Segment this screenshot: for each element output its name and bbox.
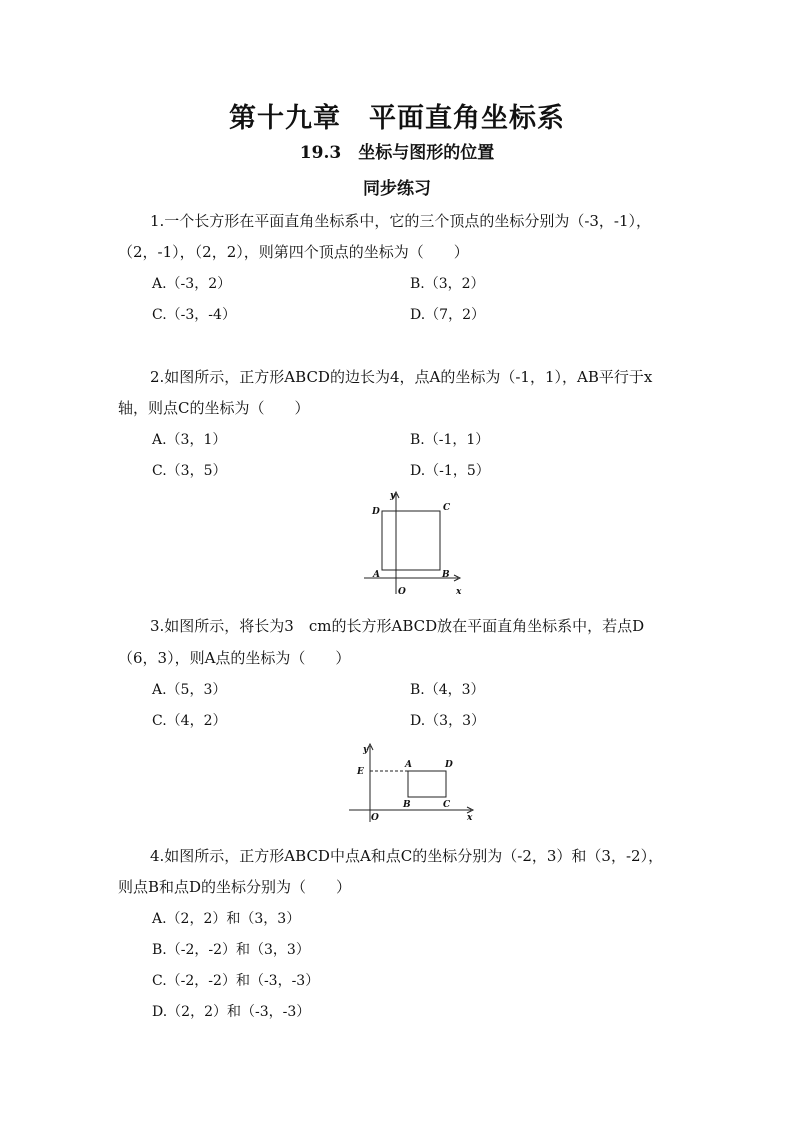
q1-option-d: D.（7，2） [410,307,485,323]
q3-rectangle [408,771,446,797]
q2-label-b: B [442,570,450,580]
q2-label-o: O [398,587,406,597]
q3-option-d: D.（3，3） [410,713,485,729]
q2-figure [360,488,470,600]
q2-option-a: A.（3，1） [152,432,227,448]
q2-label-c: C [443,503,451,513]
q3-label-b: B [403,800,411,810]
q3-label-d: D [445,760,453,770]
practice-title: 同步练习 [363,179,431,199]
q2-label-x: x [456,587,462,597]
q2-option-b: B.（-1，1） [410,432,490,448]
q1-option-a: A.（-3，2） [152,276,232,292]
q3-label-a: A [405,760,412,770]
q3-line2: （6，3），则A点的坐标为（ ） [118,649,351,667]
q2-option-d: D.（-1，5） [410,463,490,479]
q3-label-y: y [363,745,369,755]
q3-option-a: A.（5，3） [152,682,227,698]
q1-line1: 1.一个长方形在平面直角坐标系中，它的三个顶点的坐标分别为（-3，-1）， [150,212,652,230]
section-title: 19.3 坐标与图形的位置 [299,143,495,163]
q3-option-c: C.（4，2） [152,713,227,729]
q2-option-c: C.（3，5） [152,463,227,479]
q4-option-c: C.（-2，-2）和（-3，-3） [152,973,320,989]
q2-line2: 轴，则点C的坐标为（ ） [118,399,310,417]
q4-option-b: B.（-2，-2）和（3，3） [152,942,310,958]
q3-option-b: B.（4，3） [410,682,485,698]
q3-line1: 3.如图所示，将长为3 cm的长方形ABCD放在平面直角坐标系中，若点D [150,617,645,635]
q3-label-e: E [357,767,364,777]
q3-figure [345,740,480,828]
q1-option-c: C.（-3，-4） [152,307,236,323]
q2-label-d: D [372,507,380,517]
q1-line2: （2，-1），（2，2），则第四个顶点的坐标为（ ） [118,243,469,261]
q2-label-y: y [390,491,396,501]
q2-square [382,511,440,570]
q4-line1: 4.如图所示，正方形ABCD中点A和点C的坐标分别为（-2，3）和（3，-2）， [150,847,664,865]
q3-label-o: O [371,813,379,823]
q3-label-c: C [443,800,451,810]
q2-line1: 2.如图所示，正方形ABCD的边长为4，点A的坐标为（-1，1），AB平行于x [150,368,653,386]
q4-line2: 则点B和点D的坐标分别为（ ） [118,878,352,896]
q4-option-d: D.（2，2）和（-3，-3） [152,1004,311,1020]
chapter-title: 第十九章 平面直角坐标系 [229,103,565,134]
q2-label-a: A [373,570,380,580]
q3-label-x: x [467,813,473,823]
q4-option-a: A.（2，2）和（3，3） [152,911,301,927]
q1-option-b: B.（3，2） [410,276,485,292]
